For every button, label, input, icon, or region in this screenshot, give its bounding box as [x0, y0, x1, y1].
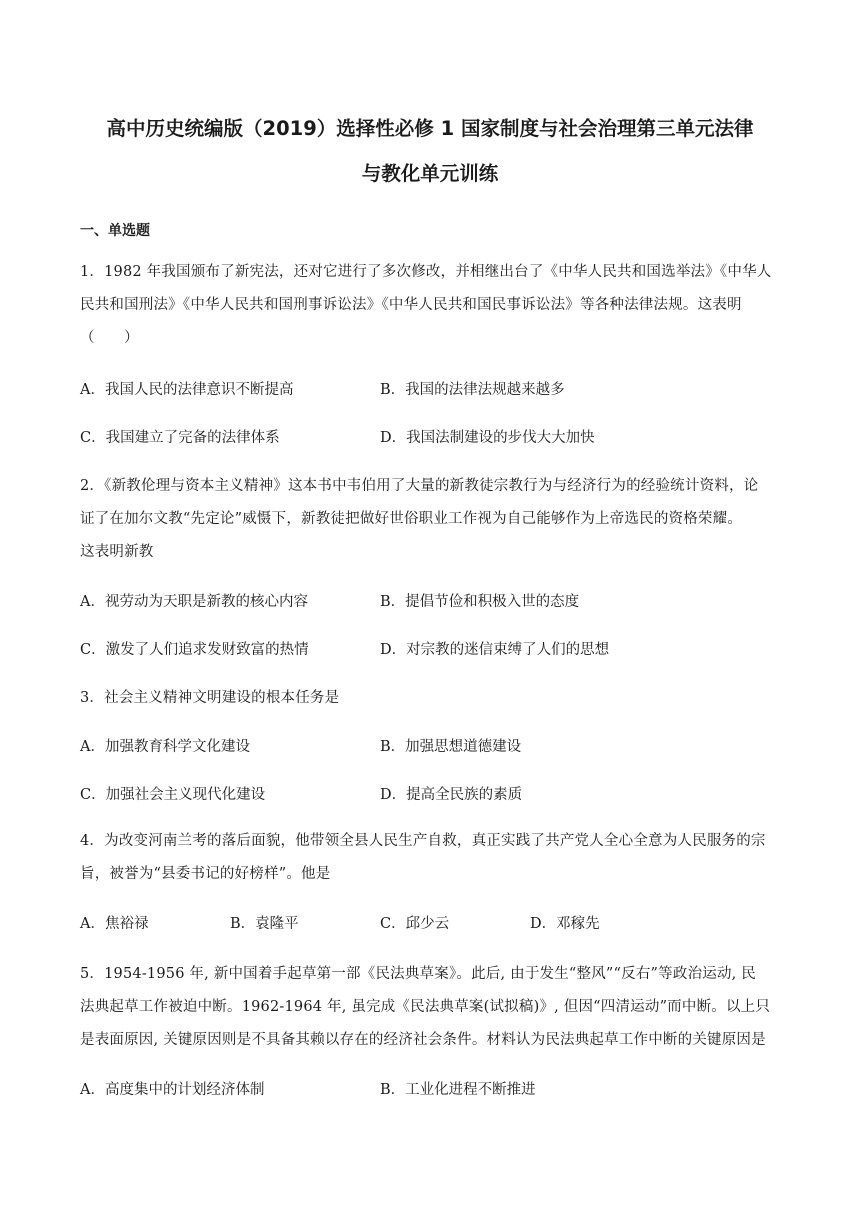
section-heading: 一、单选题: [80, 223, 150, 239]
q1-option-c[interactable]: C．我国建立了完备的法律体系: [80, 430, 280, 446]
q3-option-a[interactable]: A．加强教育科学文化建设: [80, 739, 250, 755]
question-line: 法典起草工作被迫中断。1962-1964 年, 虽完成《民法典草案(试拟稿)》, 但因“四清运动”而中断。以上只: [80, 999, 771, 1015]
q3-option-c[interactable]: C．加强社会主义现代化建设: [80, 787, 266, 803]
q1-option-b[interactable]: B．我国的法律法规越来越多: [380, 382, 565, 398]
q5-option-b[interactable]: B．工业化进程不断推进: [380, 1082, 536, 1098]
q3-option-b[interactable]: B．加强思想道德建设: [380, 739, 522, 755]
question-line: 旨，被誉为“县委书记的好榜样”。他是: [80, 866, 331, 882]
q1-option-a[interactable]: A．我国人民的法律意识不断提高: [80, 382, 294, 398]
q3-option-d[interactable]: D．提高全民族的素质: [380, 787, 523, 803]
q4-option-b[interactable]: B．袁隆平: [230, 916, 299, 932]
document-title-line-2: 与教化单元训练: [361, 162, 499, 185]
question-5: [80, 958, 784, 1057]
q2-option-b[interactable]: B．提倡节俭和积极入世的态度: [380, 594, 580, 610]
question-line: 2．《新教伦理与资本主义精神》这本书中韦伯用了大量的新教徒宗教行为与经济行为的经验统计资料，论: [80, 478, 759, 494]
q2-option-d[interactable]: D．对宗教的迷信束缚了人们的思想: [380, 642, 610, 658]
q2-option-c[interactable]: C．激发了人们追求发财致富的热情: [80, 642, 309, 658]
q2-option-a[interactable]: A．视劳动为天职是新教的核心内容: [80, 594, 308, 610]
q5-option-a[interactable]: A．高度集中的计划经济体制: [80, 1082, 265, 1098]
question-line: 是表面原因, 关键原因则是不具备其赖以存在的经济社会条件。材料认为民法典起草工作中断的关键原因是: [80, 1032, 766, 1048]
question-line: 1．1982 年我国颁布了新宪法，还对它进行了多次修改，并相继出台了《中华人民共和国选举法》《中华人: [80, 264, 772, 280]
question-line: （ ）: [80, 330, 139, 346]
q4-option-a[interactable]: A．焦裕禄: [80, 916, 149, 932]
question-line: 4．为改变河南兰考的落后面貌，他带领全县人民生产自救，真正实践了共产党人全心全意为人民服务的宗: [80, 833, 766, 849]
question-line: 民共和国刑法》《中华人民共和国刑事诉讼法》《中华人民共和国民事诉讼法》等各种法律法规。这表明: [80, 297, 742, 313]
question-4: [80, 825, 784, 891]
q1-option-d[interactable]: D．我国法制建设的步伐大大加快: [380, 430, 595, 446]
question-line: 5．1954-1956 年, 新中国着手起草第一部《民法典草案》。此后, 由于发生“整风”“反右”等政治运动, 民: [80, 966, 756, 982]
question-line: 3．社会主义精神文明建设的根本任务是: [80, 690, 340, 706]
question-2: [80, 470, 784, 569]
q4-option-c[interactable]: C．邱少云: [380, 916, 450, 932]
question-line: 这表明新教: [80, 544, 154, 560]
q4-option-d[interactable]: D．邓稼先: [530, 916, 600, 932]
document-title-line-1: 高中历史统编版（2019）选择性必修 1 国家制度与社会治理第三单元法律: [106, 117, 754, 140]
question-line: 证了在加尔文教“先定论”威慑下，新教徒把做好世俗职业工作视为自己能够作为上帝选民的资格荣耀。: [80, 511, 743, 527]
question-1: [80, 256, 784, 355]
question-3: [80, 682, 784, 715]
